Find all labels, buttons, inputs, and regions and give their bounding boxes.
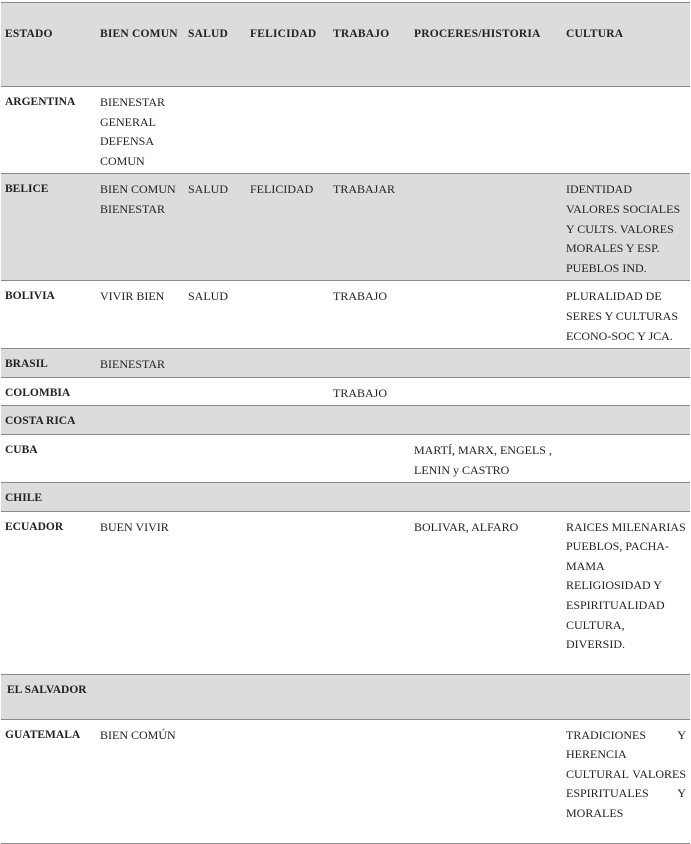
cell-proceres: MARTÍ, MARX, ENGELS , LENIN y CASTRO [410,434,562,482]
cell-trabajo [329,406,410,435]
cell-estado: EL SALVADOR [1,674,96,719]
table-row-chile [1,483,690,512]
cell-salud [184,483,246,512]
cell-estado: GUATEMALA [1,719,96,843]
cell-estado: COSTA RICA [1,406,96,435]
table-row-ecuador [1,511,690,674]
cell-bien-comun [96,483,184,512]
cell-proceres [410,174,562,281]
header-trabajo: TRABAJO [329,3,410,87]
cell-bien-comun [96,674,184,719]
cell-proceres [410,87,562,174]
header-proceres: PROCERES/HISTORIA [410,3,562,87]
cell-trabajo: TRABAJO [329,377,410,406]
cell-salud: SALUD [184,281,246,349]
cell-cultura: PLURALIDAD DE SERES Y CULTURAS ECONO-SOC Y JCA. [562,281,690,349]
cell-felicidad [246,377,329,406]
cell-estado: CHILE [1,483,96,512]
cell-trabajo: TRABAJO [329,281,410,349]
cell-cultura [562,483,690,512]
cell-trabajo [329,674,410,719]
cell-proceres [410,483,562,512]
cell-salud [184,377,246,406]
cell-proceres [410,377,562,406]
cell-bien-comun [96,406,184,435]
cell-salud [184,406,246,435]
cell-salud: SALUD [184,174,246,281]
header-cultura: CULTURA [562,3,690,87]
cell-salud [184,511,246,674]
cell-felicidad [246,483,329,512]
table-row-brasil [1,349,690,378]
header-felicidad: FELICIDAD [246,3,329,87]
cell-cultura [562,87,690,174]
cell-cultura-text: TRADICIONES Y HERENCIA CULTURAL VALORES ESPIRITUALES Y MORALES [566,727,686,821]
cell-trabajo [329,511,410,674]
header-bien-comun: BIEN COMUN [96,3,184,87]
table-row-el-salvador [1,674,690,719]
cell-felicidad [246,87,329,174]
cell-estado: BELICE [1,174,96,281]
cell-cultura: IDENTIDAD VALORES SOCIALES Y CULTS. VALORES MORALES Y ESP. PUEBLOS IND. [562,174,690,281]
cell-bien-comun: BUEN VIVIR [96,511,184,674]
cell-felicidad [246,349,329,378]
cell-cultura [562,674,690,719]
cell-proceres [410,674,562,719]
cell-proceres: BOLIVAR, ALFARO [410,511,562,674]
cell-estado: ARGENTINA [1,87,96,174]
cell-bien-comun: BIENESTAR [96,349,184,378]
cell-bien-comun [96,377,184,406]
cell-estado: BOLIVIA [1,281,96,349]
cell-trabajo [329,349,410,378]
table-row-belice [1,174,690,281]
cell-salud [184,349,246,378]
cell-bien-comun [96,434,184,482]
cell-bien-comun: VIVIR BIEN [96,281,184,349]
cell-felicidad [246,281,329,349]
cell-estado: CUBA [1,434,96,482]
constitutional-values-table [1,2,690,844]
cell-bien-comun: BIEN COMUN BIENESTAR [96,174,184,281]
header-row [1,3,690,87]
cell-estado: BRASIL [1,349,96,378]
cell-trabajo [329,483,410,512]
table-row-costa-rica [1,406,690,435]
cell-proceres [410,406,562,435]
cell-felicidad [246,434,329,482]
cell-trabajo [329,87,410,174]
cell-felicidad [246,511,329,674]
cell-trabajo: TRABAJAR [329,174,410,281]
cell-cultura [562,406,690,435]
cell-cultura [562,377,690,406]
cell-salud [184,674,246,719]
cell-cultura [562,434,690,482]
table-row-cuba [1,434,690,482]
table-row-colombia [1,377,690,406]
cell-estado: COLOMBIA [1,377,96,406]
cell-salud [184,87,246,174]
cell-proceres [410,281,562,349]
cell-salud [184,434,246,482]
header-estado: ESTADO [1,3,96,87]
header-salud: SALUD [184,3,246,87]
cell-felicidad [246,674,329,719]
cell-felicidad: FELICIDAD [246,174,329,281]
cell-proceres [410,349,562,378]
cell-bien-comun: BIENESTAR GENERAL DEFENSA COMUN [96,87,184,174]
cell-felicidad [246,406,329,435]
table-row-bolivia [1,281,690,349]
cell-estado: ECUADOR [1,511,96,674]
cell-bien-comun: BIEN COMÚN [96,719,184,843]
cell-trabajo [329,434,410,482]
table-row-argentina [1,87,690,174]
cell-cultura: RAICES MILENARIAS PUEBLOS, PACHA-MAMA RELIGIOSIDAD Y ESPIRITUALIDAD CULTURA, DIVERSID. [562,511,690,674]
cell-cultura [562,349,690,378]
